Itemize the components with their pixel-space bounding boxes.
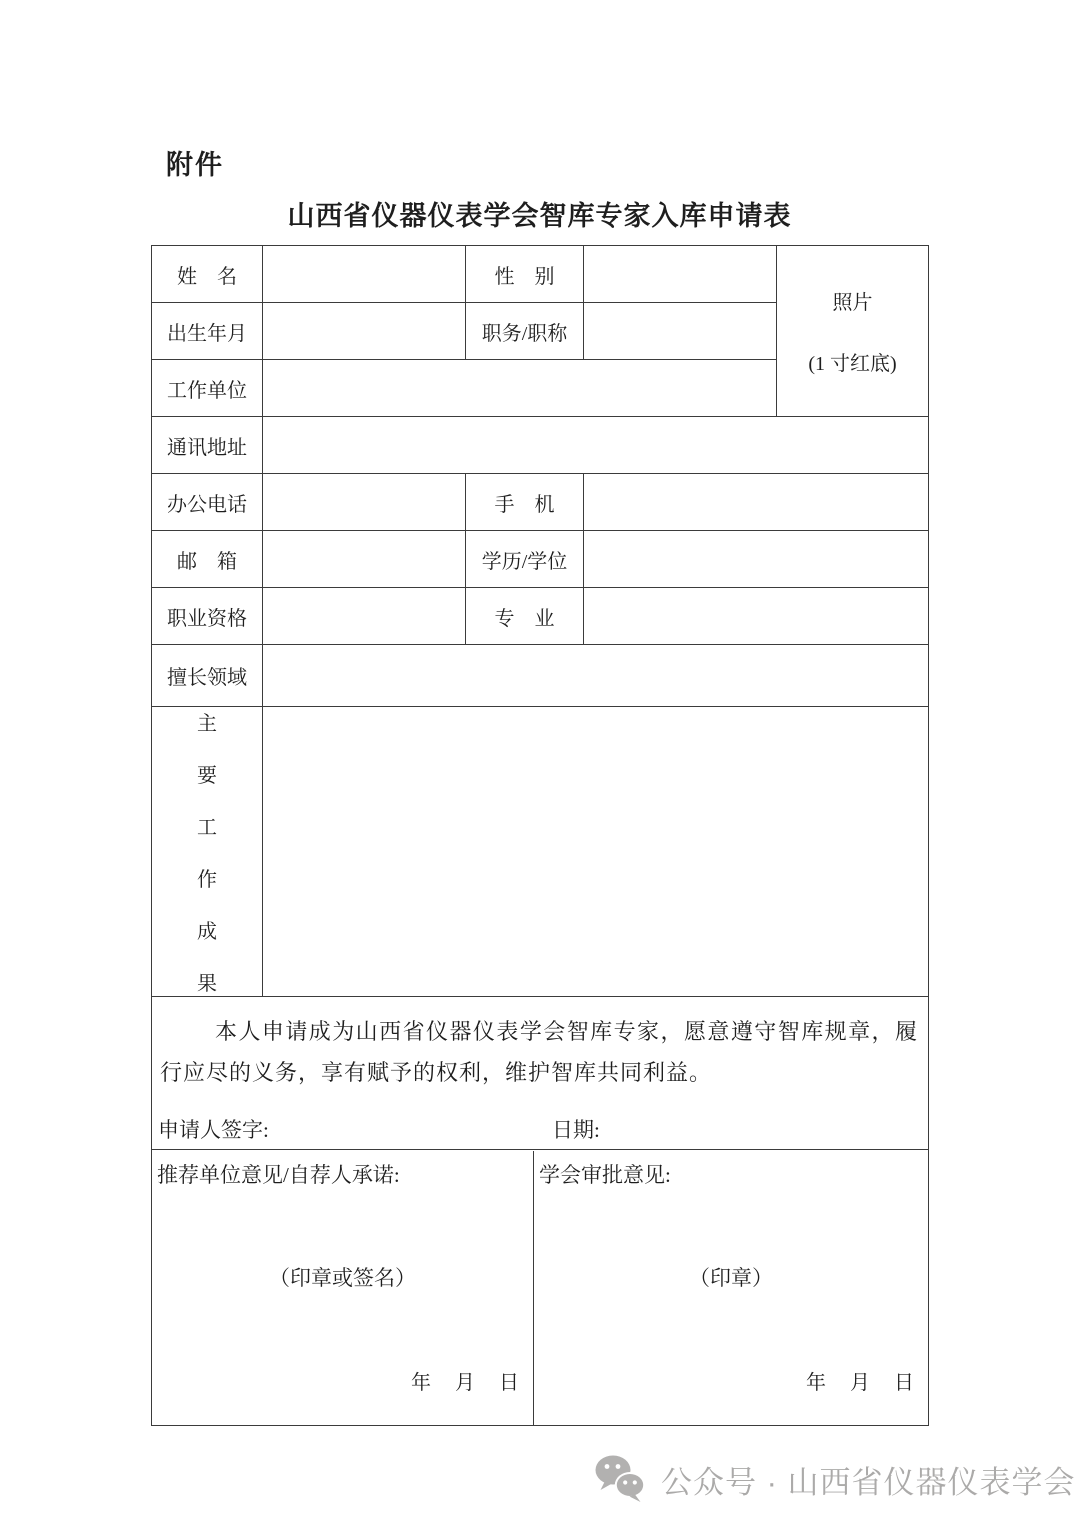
row-achievements — [152, 707, 929, 997]
achievements-char: 主 — [197, 713, 217, 735]
photo-spec-label: (1 寸红底) — [808, 353, 897, 375]
application-form-table — [151, 245, 929, 1426]
achievements-char: 要 — [197, 765, 217, 787]
achievements-char: 果 — [197, 973, 217, 995]
name-value-cell — [263, 246, 466, 303]
expertise-value-cell — [263, 645, 929, 707]
birth-value-cell — [263, 303, 466, 360]
row-opinions — [152, 1150, 929, 1426]
achievements-char: 作 — [197, 869, 217, 891]
mobile-label-cell: 手 机 — [466, 474, 584, 531]
recommend-seal-hint: （印章或签名） — [269, 1266, 416, 1290]
achievements-value-cell — [263, 707, 929, 997]
opinions-cell — [152, 1150, 929, 1426]
achievements-label-cell — [152, 707, 263, 997]
declaration-cell — [152, 997, 929, 1150]
row-expertise — [152, 645, 929, 707]
row-phones — [152, 474, 929, 531]
name-label-cell: 姓 名 — [152, 246, 263, 303]
approval-date-line: 年 月 日 — [806, 1371, 916, 1394]
footer-account-text: 公众号 · 山西省仪器仪表学会 — [661, 1464, 1076, 1500]
approval-opinion-title: 学会审批意见: — [539, 1162, 671, 1187]
recommend-opinion-box — [152, 1151, 534, 1425]
applicant-signature-label: 申请人签字: — [158, 1118, 269, 1142]
row-qualification-major — [152, 588, 929, 645]
attachment-label: 附件 — [166, 150, 224, 180]
recommend-opinion-title: 推荐单位意见/自荐人承诺: — [157, 1162, 400, 1187]
page-title: 山西省仪器仪表学会智库专家入库申请表 — [287, 201, 792, 231]
row-name-gender — [152, 246, 929, 303]
row-email-education — [152, 531, 929, 588]
wechat-icon — [593, 1452, 647, 1506]
address-value-cell — [263, 417, 929, 474]
achievements-char: 成 — [197, 921, 217, 943]
gender-label-cell: 性 别 — [466, 246, 584, 303]
approval-seal-hint: （印章） — [689, 1266, 773, 1290]
education-label-cell: 学历/学位 — [466, 531, 584, 588]
email-value-cell — [263, 531, 466, 588]
duty-value-cell — [584, 303, 777, 360]
unit-value-cell — [263, 360, 777, 417]
achievements-char: 工 — [197, 817, 217, 839]
expertise-label-cell: 擅长领域 — [152, 645, 263, 707]
email-label-cell: 邮 箱 — [152, 531, 263, 588]
birth-label-cell: 出生年月 — [152, 303, 263, 360]
office-phone-value-cell — [263, 474, 466, 531]
qualification-label-cell: 职业资格 — [152, 588, 263, 645]
approval-opinion-box — [534, 1151, 928, 1425]
declaration-text: 本人申请成为山西省仪器仪表学会智库专家，愿意遵守智库规章，履行应尽的义务，享有赋予的权利，维护智库共同利益。 — [160, 1019, 918, 1085]
unit-label-cell: 工作单位 — [152, 360, 263, 417]
signature-date-label: 日期: — [552, 1118, 600, 1142]
footer — [0, 1448, 1080, 1510]
office-phone-label-cell: 办公电话 — [152, 474, 263, 531]
qualification-value-cell — [263, 588, 466, 645]
mobile-value-cell — [584, 474, 929, 531]
photo-cell — [777, 246, 929, 417]
photo-label: 照片 — [832, 292, 873, 314]
row-declaration — [152, 997, 929, 1150]
duty-label-cell: 职务/职称 — [466, 303, 584, 360]
address-label-cell: 通讯地址 — [152, 417, 263, 474]
major-value-cell — [584, 588, 929, 645]
row-address — [152, 417, 929, 474]
major-label-cell: 专 业 — [466, 588, 584, 645]
education-value-cell — [584, 531, 929, 588]
recommend-date-line: 年 月 日 — [411, 1371, 521, 1394]
gender-value-cell — [584, 246, 777, 303]
